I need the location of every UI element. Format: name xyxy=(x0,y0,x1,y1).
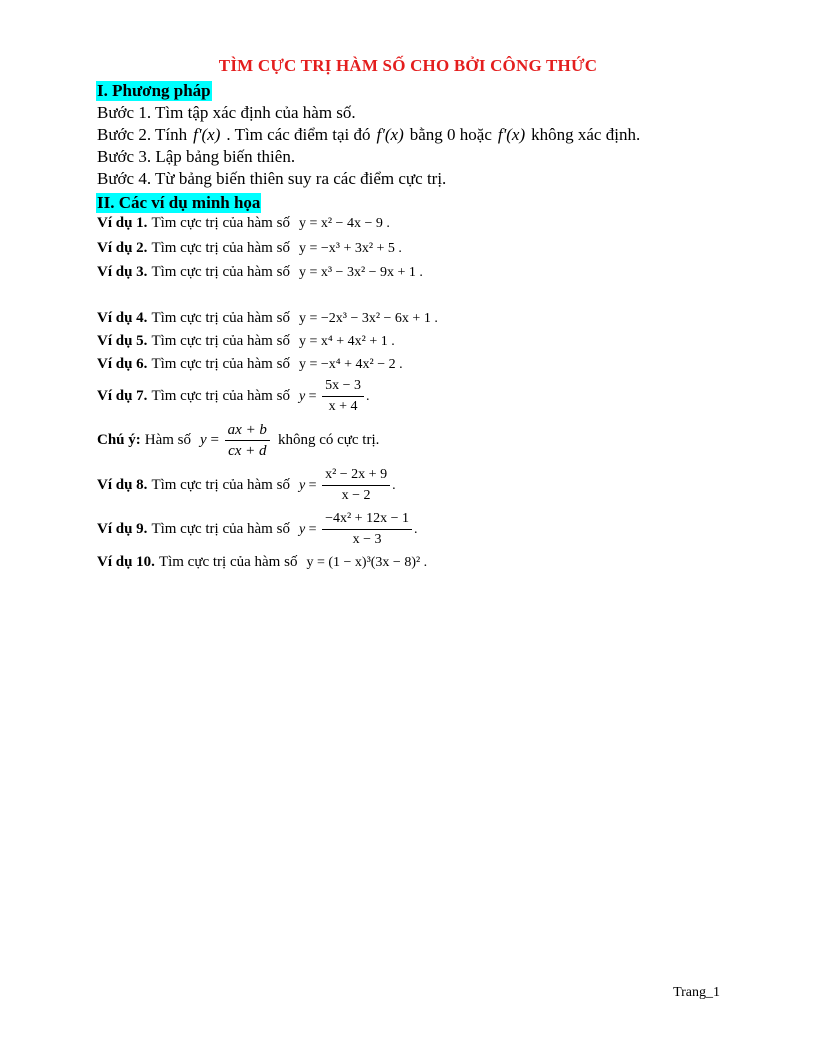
step-4: Bước 4. Từ bảng biến thiên suy ra các điểm cực trị. xyxy=(97,169,447,188)
example-text: Tìm cực trị của hàm số xyxy=(151,333,290,349)
step-2-prefix: Bước 2. Tính xyxy=(97,125,188,144)
derivative-expression: f'(x) xyxy=(497,125,526,144)
note-formula: y = $\frac{ax + b}{cx + d}$ xyxy=(200,422,272,459)
example-label: Ví dụ 4. xyxy=(97,310,148,326)
example-10 xyxy=(97,554,427,571)
example-7 xyxy=(97,378,369,415)
fraction-numerator: ax + b xyxy=(225,422,270,441)
fraction-denominator: x − 3 xyxy=(352,532,382,547)
page-number: Trang_1 xyxy=(673,985,720,1000)
step-2-end: không xác định. xyxy=(531,125,641,144)
fraction xyxy=(322,511,412,548)
fraction xyxy=(225,422,270,459)
derivative-expression: f'(x) xyxy=(376,125,404,144)
example-label: Ví dụ 1. xyxy=(97,215,148,231)
fraction-denominator: cx + d xyxy=(228,443,267,459)
derivative-expression: f'(x) xyxy=(193,125,221,144)
example-6 xyxy=(97,356,403,373)
example-label: Ví dụ 7. xyxy=(97,388,148,404)
example-formula: y = $\frac{\text{−4x² + 12x − 1}}{x - 3}$ . xyxy=(298,511,418,547)
example-text: Tìm cực trị của hàm số xyxy=(151,240,290,256)
fraction-denominator: x + 4 xyxy=(328,399,358,414)
example-label: Ví dụ 2. xyxy=(97,240,148,256)
section-heading-examples: II. Các ví dụ minh họa xyxy=(97,193,261,212)
example-formula: y = $\frac{\text{x² − 2x + 9}}{x - 2}$ . xyxy=(298,467,396,503)
example-formula: y = x³ − 3x² − 9x + 1 . xyxy=(298,264,423,280)
example-label: Ví dụ 5. xyxy=(97,333,148,349)
example-text: Tìm cực trị của hàm số xyxy=(151,356,290,372)
fraction-denominator: x − 2 xyxy=(341,488,371,503)
section-heading-method: I. Phương pháp xyxy=(97,81,211,100)
note-suffix: không có cực trị. xyxy=(277,432,380,448)
page-title: TÌM CỰC TRỊ HÀM SỐ CHO BỞI CÔNG THỨC xyxy=(218,56,598,75)
fraction xyxy=(322,467,390,504)
example-text: Tìm cực trị của hàm số xyxy=(158,554,298,570)
method-steps xyxy=(97,102,640,190)
example-text: Tìm cực trị của hàm số xyxy=(151,310,290,326)
example-formula: y = −2x³ − 3x² − 6x + 1 . xyxy=(298,310,438,326)
example-3 xyxy=(97,264,423,281)
example-9 xyxy=(97,511,417,548)
example-2 xyxy=(97,240,402,257)
example-formula: y = (1 − x)³(3x − 8)² . xyxy=(306,554,428,570)
step-2-middle-2: bằng 0 hoặc xyxy=(409,125,492,144)
fraction-numerator: −4x² + 12x − 1 xyxy=(322,511,412,530)
example-formula: y = −x⁴ + 4x² − 2 . xyxy=(298,356,403,372)
example-text: Tìm cực trị của hàm số xyxy=(151,477,290,493)
example-formula: y = −x³ + 3x² + 5 . xyxy=(298,240,402,256)
example-8 xyxy=(97,467,396,504)
example-label: Ví dụ 9. xyxy=(97,521,148,537)
example-label: Ví dụ 3. xyxy=(97,264,148,280)
fraction xyxy=(322,378,364,415)
example-formula: y = $\frac{5x - 3}{x + 4}$ . xyxy=(298,378,370,414)
note-label: Chú ý: xyxy=(97,432,141,448)
example-1 xyxy=(97,215,390,232)
example-5 xyxy=(97,333,395,350)
example-text: Tìm cực trị của hàm số xyxy=(151,264,290,280)
example-text: Tìm cực trị của hàm số xyxy=(151,215,290,231)
example-text: Tìm cực trị của hàm số xyxy=(151,521,290,537)
example-label: Ví dụ 10. xyxy=(97,554,155,570)
fraction-numerator: 5x − 3 xyxy=(322,378,364,397)
example-formula: y = x⁴ + 4x² + 1 . xyxy=(298,333,395,349)
note-prefix: Hàm số xyxy=(144,432,192,448)
step-3: Bước 3. Lập bảng biến thiên. xyxy=(97,147,296,166)
fraction-numerator: x² − 2x + 9 xyxy=(322,467,390,486)
example-label: Ví dụ 8. xyxy=(97,477,148,493)
example-text: Tìm cực trị của hàm số xyxy=(151,388,290,404)
note xyxy=(97,422,379,459)
example-formula: y = x² − 4x − 9 . xyxy=(298,215,390,231)
step-2-middle: . Tìm các điểm tại đó xyxy=(226,125,371,144)
example-4 xyxy=(97,310,438,327)
example-label: Ví dụ 6. xyxy=(97,356,148,372)
step-2 xyxy=(97,124,640,146)
step-1: Bước 1. Tìm tập xác định của hàm số. xyxy=(97,103,356,122)
